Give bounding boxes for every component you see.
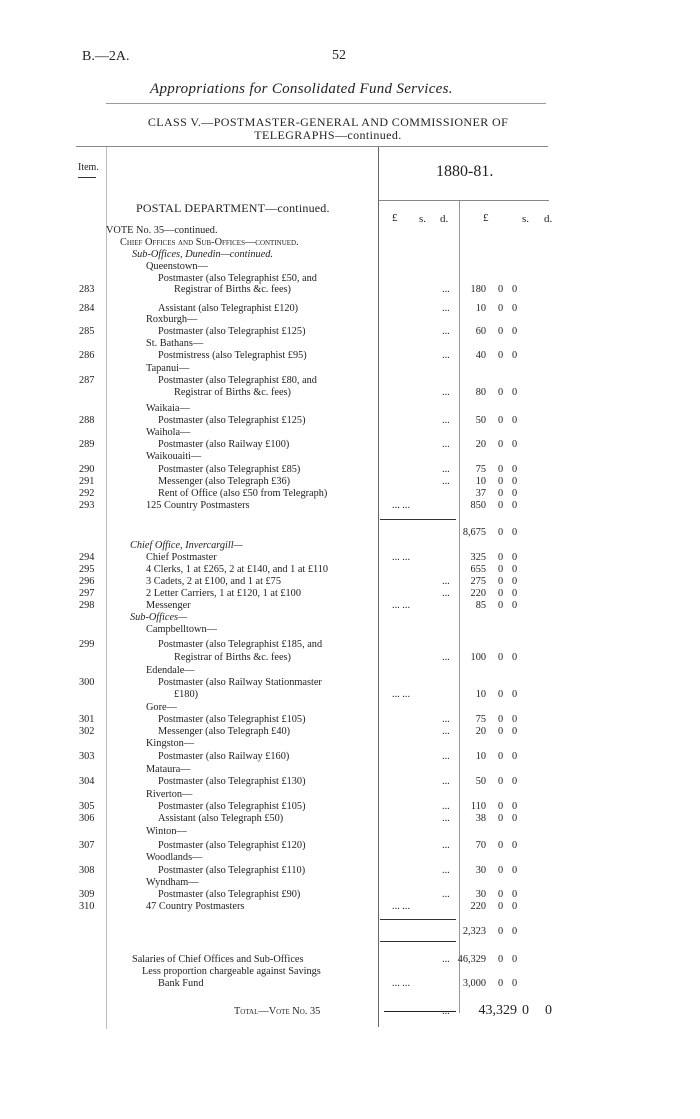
- row-description: Waihola—: [146, 427, 191, 438]
- pound-unit-left: £: [392, 212, 398, 224]
- table-row: [76, 840, 566, 852]
- pence-value: 0: [512, 439, 518, 450]
- shillings-value: 0: [498, 865, 504, 876]
- leader-dots: ... ...: [392, 552, 411, 563]
- pence-value: 0: [512, 726, 518, 737]
- pounds-value: 10: [475, 476, 486, 487]
- pence-value: 0: [512, 801, 518, 812]
- row-description: Kingston—: [146, 738, 195, 749]
- pounds-value: 37: [475, 488, 486, 499]
- row-description: Bank Fund: [158, 978, 204, 989]
- total-label: Total—Vote No. 35: [234, 1006, 321, 1017]
- table-row: [76, 702, 566, 714]
- row-description: Postmaster (also Telegraphist £85): [158, 464, 301, 475]
- leader-dots: ... ...: [392, 901, 411, 912]
- shillings-value: 0: [498, 978, 504, 989]
- table-row: [76, 500, 566, 512]
- table-row: [76, 738, 566, 750]
- row-description: Waikaia—: [146, 403, 190, 414]
- table-row: [76, 284, 566, 296]
- table-row: [76, 326, 566, 338]
- pence-value: 0: [512, 284, 518, 295]
- item-number: 291: [79, 476, 95, 487]
- pence-value: 0: [512, 303, 518, 314]
- item-number: 292: [79, 488, 95, 499]
- pounds-value: 110: [470, 801, 486, 812]
- pence-value: 0: [512, 813, 518, 824]
- row-description: 47 Country Postmasters: [146, 901, 245, 912]
- shilling-unit-right: s.: [522, 213, 530, 225]
- leader-dots: ...: [442, 284, 450, 295]
- leader-dots: ...: [442, 387, 450, 398]
- table-row: [76, 225, 566, 237]
- shillings-value: 0: [498, 801, 504, 812]
- row-description: 4 Clerks, 1 at £265, 2 at £140, and 1 at £110: [146, 564, 329, 575]
- row-description: Mataura—: [146, 764, 191, 775]
- table-row: [76, 639, 566, 651]
- pounds-value: 85: [475, 600, 486, 611]
- table-row: [76, 901, 566, 913]
- shillings-value: 0: [498, 527, 504, 538]
- pounds-value: 325: [470, 552, 486, 563]
- class-title: CLASS V.—POSTMASTER-GENERAL AND COMMISSIONER OF TELEGRAPHS—continued.: [147, 115, 509, 142]
- pounds-value: 46,329: [457, 954, 486, 965]
- row-description: VOTE No. 35—continued.: [106, 225, 218, 236]
- row-description: Roxburgh—: [146, 314, 198, 325]
- item-number: 284: [79, 303, 95, 314]
- item-number: 287: [79, 375, 95, 386]
- leader-dots: ... ...: [392, 500, 411, 511]
- pence-value: 0: [512, 350, 518, 361]
- pence-value: 0: [512, 552, 518, 563]
- grand-total-shillings: 0: [522, 1003, 529, 1018]
- leader-dots: ...: [442, 439, 450, 450]
- shillings-value: 0: [498, 488, 504, 499]
- shillings-value: 0: [498, 464, 504, 475]
- leader-dots: ...: [442, 476, 450, 487]
- page-heading: Appropriations for Consolidated Fund Services.: [150, 81, 453, 97]
- leader-dots: ...: [442, 751, 450, 762]
- shillings-value: 0: [498, 954, 504, 965]
- pence-value: 0: [512, 476, 518, 487]
- table-row: [76, 652, 566, 664]
- shillings-value: 0: [498, 714, 504, 725]
- item-number: 309: [79, 889, 95, 900]
- table-row: [76, 689, 566, 701]
- pence-value: 0: [512, 652, 518, 663]
- pounds-value: 10: [475, 751, 486, 762]
- shillings-value: 0: [498, 500, 504, 511]
- table-row: [76, 966, 566, 978]
- table-row: [76, 451, 566, 463]
- row-description: Chief Offices and Sub-Offices—continued.: [120, 237, 299, 248]
- row-description: Salaries of Chief Offices and Sub-Offices: [132, 954, 304, 965]
- pence-value: 0: [512, 776, 518, 787]
- table-row: [76, 249, 566, 261]
- item-head-underline: [78, 177, 96, 178]
- leader-dots: ... ...: [392, 978, 411, 989]
- shillings-value: 0: [498, 284, 504, 295]
- table-row: [76, 564, 566, 576]
- item-number: 283: [79, 284, 95, 295]
- pounds-value: 10: [475, 689, 486, 700]
- table-row: [76, 600, 566, 612]
- table-row: [76, 889, 566, 901]
- pounds-value: 275: [470, 576, 486, 587]
- shillings-value: 0: [498, 326, 504, 337]
- pence-value: 0: [512, 564, 518, 575]
- table-row: [76, 624, 566, 636]
- pence-value: 0: [512, 500, 518, 511]
- row-description: Postmaster (also Telegraphist £105): [158, 714, 306, 725]
- leader-dots: ...: [442, 652, 450, 663]
- leader-dots: ...: [442, 726, 450, 737]
- pounds-value: 850: [470, 500, 486, 511]
- row-description: Winton—: [146, 826, 187, 837]
- item-number: 286: [79, 350, 95, 361]
- row-description: Gore—: [146, 702, 177, 713]
- shillings-value: 0: [498, 350, 504, 361]
- table-row: [76, 865, 566, 877]
- table-row: [76, 439, 566, 451]
- pence-value: 0: [512, 926, 518, 937]
- row-description: Postmaster (also Telegraphist £185, and: [158, 639, 323, 650]
- item-number: 288: [79, 415, 95, 426]
- pounds-value: 80: [475, 387, 486, 398]
- leader-dots: ...: [442, 576, 450, 587]
- table-top-rule: [76, 146, 548, 147]
- pounds-value: 655: [470, 564, 486, 575]
- leader-dots: ...: [442, 326, 450, 337]
- year-head-rule: [379, 200, 549, 201]
- table-row: [76, 801, 566, 813]
- shillings-value: 0: [498, 726, 504, 737]
- shillings-value: 0: [498, 901, 504, 912]
- grand-total-pounds: 43,329: [478, 1003, 517, 1018]
- shillings-value: 0: [498, 926, 504, 937]
- pounds-value: 50: [475, 776, 486, 787]
- row-description: Registrar of Births &c. fees): [174, 652, 291, 663]
- row-description: Riverton—: [146, 789, 193, 800]
- pounds-value: 30: [475, 889, 486, 900]
- pounds-value: 100: [470, 652, 486, 663]
- row-description: Postmaster (also Telegraphist £125): [158, 326, 306, 337]
- item-number: 293: [79, 500, 95, 511]
- pounds-value: 180: [470, 284, 486, 295]
- shillings-value: 0: [498, 600, 504, 611]
- row-description: Postmaster (also Telegraphist £120): [158, 840, 306, 851]
- row-description: Campbelltown—: [146, 624, 217, 635]
- shillings-value: 0: [498, 552, 504, 563]
- pence-value: 0: [512, 889, 518, 900]
- shillings-value: 0: [498, 751, 504, 762]
- pence-value: 0: [512, 387, 518, 398]
- pence-value: 0: [512, 415, 518, 426]
- shillings-value: 0: [498, 576, 504, 587]
- row-description: St. Bathans—: [146, 338, 204, 349]
- table-row: [76, 576, 566, 588]
- shillings-value: 0: [498, 303, 504, 314]
- shillings-value: 0: [498, 813, 504, 824]
- subtotal-rule: [380, 919, 456, 920]
- grand-total-pence: 0: [545, 1003, 552, 1018]
- leader-dots: ...: [442, 776, 450, 787]
- table-row: [76, 726, 566, 738]
- leader-dots: ...: [442, 350, 450, 361]
- pence-value: 0: [512, 488, 518, 499]
- subtotal-rule: [380, 941, 456, 942]
- table-row: [76, 476, 566, 488]
- item-number: 307: [79, 840, 95, 851]
- pounds-value: 3,000: [462, 978, 486, 989]
- item-number: 302: [79, 726, 95, 737]
- table-row: [76, 415, 566, 427]
- row-description: Queenstown—: [146, 261, 208, 272]
- table-row: [76, 261, 566, 273]
- pence-value: 0: [512, 978, 518, 989]
- pence-value: 0: [512, 689, 518, 700]
- table-row: [76, 314, 566, 326]
- table-row: [76, 488, 566, 500]
- table-row: [76, 540, 566, 552]
- shillings-value: 0: [498, 564, 504, 575]
- table-row: [76, 978, 566, 990]
- row-description: Waikouaiti—: [146, 451, 202, 462]
- leader-dots: ...: [442, 813, 450, 824]
- row-description: Sub-Offices, Dunedin—continued.: [132, 249, 273, 260]
- pence-value: 0: [512, 865, 518, 876]
- item-number: 304: [79, 776, 95, 787]
- shillings-value: 0: [498, 387, 504, 398]
- shillings-value: 0: [498, 652, 504, 663]
- item-number: 301: [79, 714, 95, 725]
- item-number: 305: [79, 801, 95, 812]
- shillings-value: 0: [498, 689, 504, 700]
- pounds-value: 20: [475, 439, 486, 450]
- table-row: [76, 237, 566, 249]
- item-number: 290: [79, 464, 95, 475]
- table-row: [76, 954, 566, 966]
- item-number: 303: [79, 751, 95, 762]
- table-row: [76, 665, 566, 677]
- pounds-value: 8,675: [462, 527, 486, 538]
- pence-value: 0: [512, 576, 518, 587]
- leader-dots: ...: [442, 889, 450, 900]
- leader-dots: ... ...: [392, 689, 411, 700]
- pounds-value: 20: [475, 726, 486, 737]
- row-description: Messenger: [146, 600, 191, 611]
- row-description: 3 Cadets, 2 at £100, and 1 at £75: [146, 576, 281, 587]
- row-description: Postmaster (also Railway Stationmaster: [158, 677, 322, 688]
- page-number: 52: [332, 48, 346, 63]
- year-column-header: 1880-81.: [436, 163, 494, 180]
- table-row: [76, 350, 566, 362]
- shilling-unit-left: s.: [419, 213, 427, 225]
- row-description: 125 Country Postmasters: [146, 500, 250, 511]
- leader-dots: ...: [442, 714, 450, 725]
- item-number: 297: [79, 588, 95, 599]
- pounds-value: 10: [475, 303, 486, 314]
- row-description: £180): [174, 689, 199, 700]
- leader-dots: [442, 1006, 450, 1018]
- row-description: Messenger (also Telegraph £36): [158, 476, 291, 487]
- row-description: Chief Office, Invercargill—: [130, 540, 243, 551]
- pounds-value: 75: [475, 464, 486, 475]
- item-number: 308: [79, 865, 95, 876]
- subtotal-row: [76, 527, 566, 539]
- pound-unit-right: £: [483, 212, 489, 224]
- row-description: Postmaster (also Telegraphist £50, and: [158, 273, 317, 284]
- pence-value: 0: [512, 840, 518, 851]
- row-description: Postmaster (also Telegraphist £90): [158, 889, 301, 900]
- pence-value: 0: [512, 954, 518, 965]
- table-row: [76, 427, 566, 439]
- table-row: [76, 714, 566, 726]
- table-row: [76, 363, 566, 375]
- pounds-value: 2,323: [462, 926, 486, 937]
- shillings-value: 0: [498, 588, 504, 599]
- row-description: Wyndham—: [146, 877, 199, 888]
- table-row: [76, 403, 566, 415]
- pounds-value: 220: [470, 901, 486, 912]
- item-number: 295: [79, 564, 95, 575]
- table-row: [76, 776, 566, 788]
- row-description: Assistant (also Telegraphist £120): [158, 303, 299, 314]
- row-description: Postmistress (also Telegraphist £95): [158, 350, 307, 361]
- pence-value: 0: [512, 714, 518, 725]
- row-description: Postmaster (also Telegraphist £110): [158, 865, 306, 876]
- subtotal-row: [76, 926, 566, 938]
- leader-dots: ...: [442, 840, 450, 851]
- total-rule: [384, 1011, 456, 1012]
- row-description: 2 Letter Carriers, 1 at £120, 1 at £100: [146, 588, 301, 599]
- pence-unit-left: d.: [440, 213, 449, 225]
- pence-value: 0: [512, 751, 518, 762]
- pounds-value: 220: [470, 588, 486, 599]
- pounds-value: 75: [475, 714, 486, 725]
- shillings-value: 0: [498, 476, 504, 487]
- pence-value: 0: [512, 326, 518, 337]
- item-number: 294: [79, 552, 95, 563]
- row-description: Tapanui—: [146, 363, 190, 374]
- pounds-value: 30: [475, 865, 486, 876]
- table-row: [76, 677, 566, 689]
- leader-dots: ...: [442, 303, 450, 314]
- table-row: [76, 789, 566, 801]
- row-description: Postmaster (also Telegraphist £105): [158, 801, 306, 812]
- row-description: Chief Postmaster: [146, 552, 217, 563]
- leader-dots: ...: [442, 464, 450, 475]
- pounds-value: 60: [475, 326, 486, 337]
- pence-value: 0: [512, 901, 518, 912]
- item-number: 285: [79, 326, 95, 337]
- pence-value: 0: [512, 600, 518, 611]
- subtotal-rule: [380, 519, 456, 520]
- table-row: [76, 375, 566, 387]
- pounds-value: 38: [475, 813, 486, 824]
- table-row: [76, 877, 566, 889]
- row-description: Postmaster (also Telegraphist £130): [158, 776, 306, 787]
- row-description: Less proportion chargeable against Savings: [142, 966, 321, 977]
- item-number: 310: [79, 901, 95, 912]
- row-description: Rent of Office (also £50 from Telegraph): [158, 488, 328, 499]
- row-description: Postmaster (also Telegraphist £125): [158, 415, 306, 426]
- leader-dots: ...: [442, 801, 450, 812]
- item-number: 289: [79, 439, 95, 450]
- shillings-value: 0: [498, 439, 504, 450]
- item-column-header: Item.: [78, 162, 99, 173]
- table-row: [76, 826, 566, 838]
- table-row: [76, 588, 566, 600]
- section-title: POSTAL DEPARTMENT—continued.: [136, 201, 330, 215]
- row-description: Postmaster (also Railway £160): [158, 751, 290, 762]
- item-number: 298: [79, 600, 95, 611]
- row-description: Registrar of Births &c. fees): [174, 387, 291, 398]
- table-row: [76, 852, 566, 864]
- row-description: Registrar of Births &c. fees): [174, 284, 291, 295]
- row-description: Postmaster (also Railway £100): [158, 439, 290, 450]
- table-row: [76, 464, 566, 476]
- item-number: 296: [79, 576, 95, 587]
- row-description: Woodlands—: [146, 852, 203, 863]
- pence-value: 0: [512, 588, 518, 599]
- item-number: 299: [79, 639, 95, 650]
- table-row: [76, 552, 566, 564]
- leader-dots: ...: [442, 954, 450, 965]
- leader-dots: ...: [442, 415, 450, 426]
- pence-unit-right: d.: [544, 213, 553, 225]
- row-description: Postmaster (also Telegraphist £80, and: [158, 375, 317, 386]
- document-reference: B.—2A.: [82, 49, 130, 64]
- table-row: [76, 387, 566, 399]
- leader-dots: ... ...: [392, 600, 411, 611]
- pounds-value: 40: [475, 350, 486, 361]
- row-description: Edendale—: [146, 665, 195, 676]
- shillings-value: 0: [498, 415, 504, 426]
- table-row: [76, 751, 566, 763]
- table-row: [76, 612, 566, 624]
- shillings-value: 0: [498, 776, 504, 787]
- pence-value: 0: [512, 464, 518, 475]
- pounds-value: 70: [475, 840, 486, 851]
- leader-dots: ...: [442, 865, 450, 876]
- shillings-value: 0: [498, 889, 504, 900]
- pounds-value: 50: [475, 415, 486, 426]
- leader-dots: ...: [442, 588, 450, 599]
- table-row: [76, 764, 566, 776]
- item-number: 300: [79, 677, 95, 688]
- item-number: 306: [79, 813, 95, 824]
- table-row: [76, 813, 566, 825]
- table-row: [76, 338, 566, 350]
- row-description: Assistant (also Telegraph £50): [158, 813, 284, 824]
- row-description: Sub-Offices—: [130, 612, 188, 623]
- shillings-value: 0: [498, 840, 504, 851]
- row-description: Messenger (also Telegraph £40): [158, 726, 291, 737]
- heading-rule: [106, 103, 546, 104]
- pence-value: 0: [512, 527, 518, 538]
